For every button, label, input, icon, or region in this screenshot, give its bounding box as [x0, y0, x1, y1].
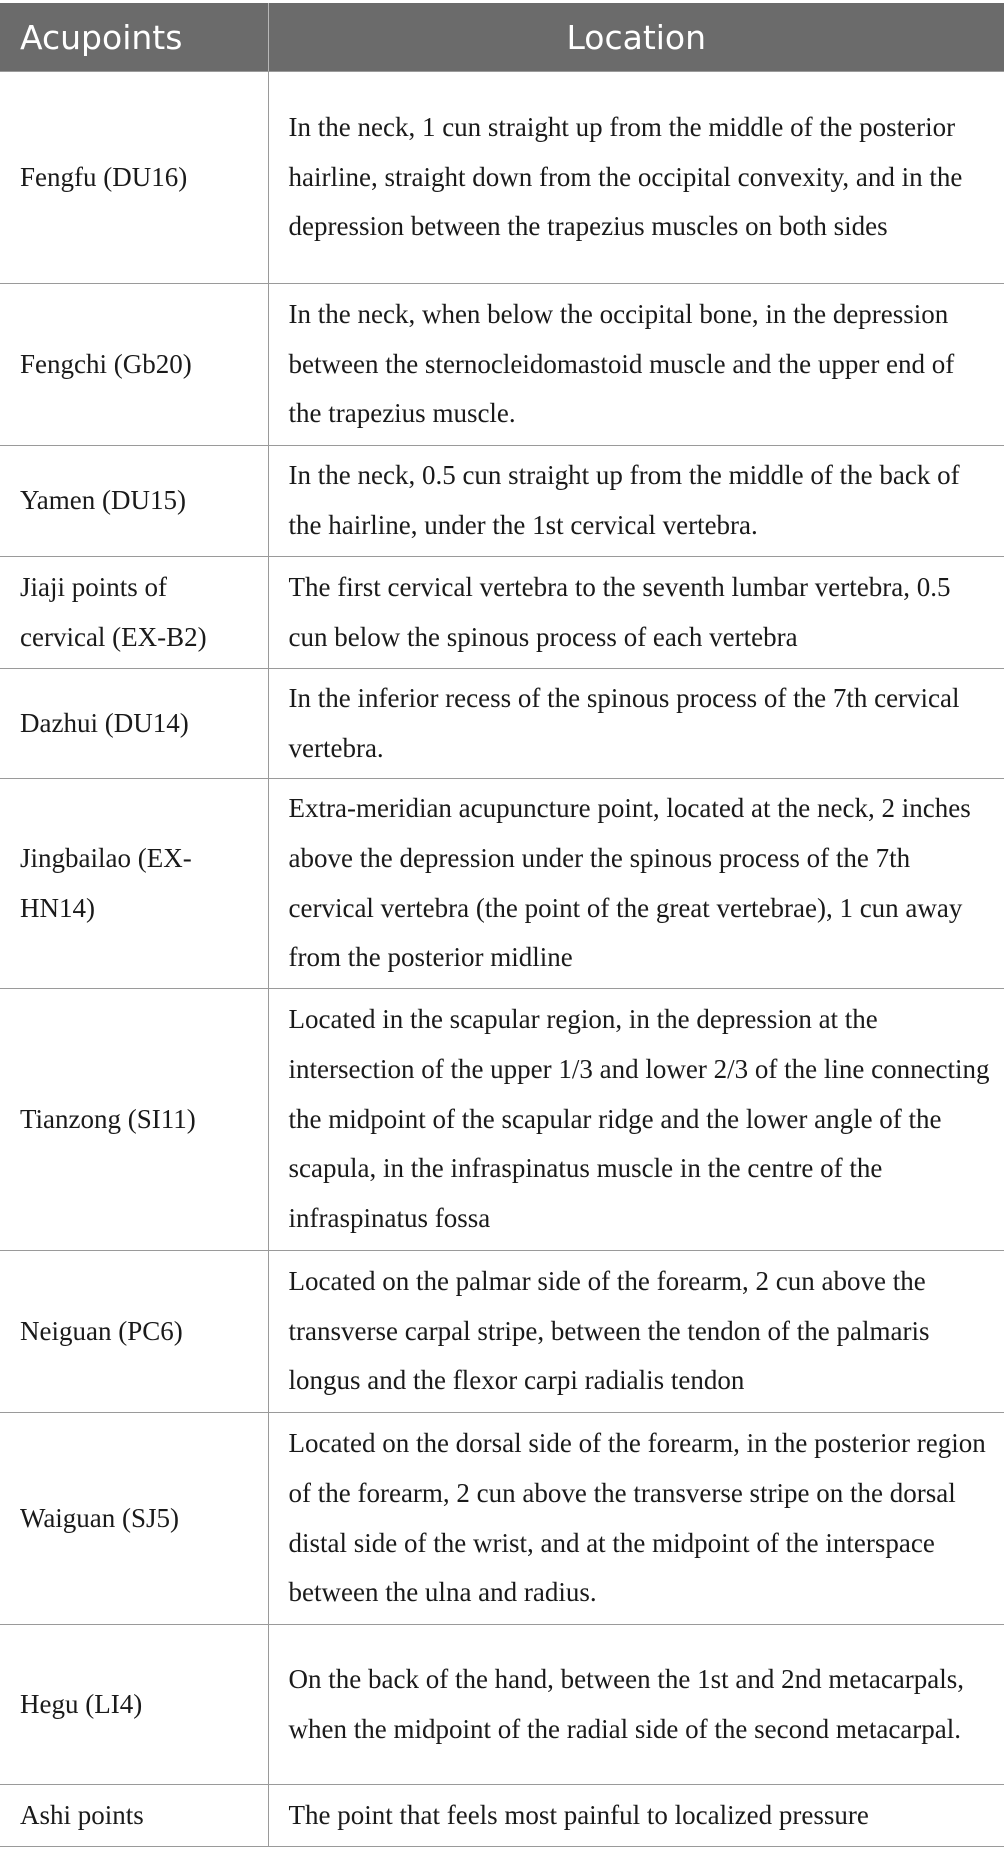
- acupoint-cell: Jingbailao (EX-HN14): [0, 779, 268, 989]
- acupoint-cell: Jiaji points of cervical (EX-B2): [0, 557, 268, 669]
- table-row: [0, 1785, 1004, 1847]
- location-cell: In the inferior recess of the spinous process of the 7th cervical vertebra.: [268, 669, 1004, 779]
- acupoint-cell: Hegu (LI4): [0, 1625, 268, 1785]
- location-cell: In the neck, when below the occipital bone, in the depression between the sternocleidomastoid muscle and the upper end of the trapezius muscle.: [268, 284, 1004, 446]
- table-row: [0, 669, 1004, 779]
- location-cell: The point that feels most painful to localized pressure: [268, 1785, 1004, 1847]
- table-row: [0, 284, 1004, 446]
- acupoint-cell: Fengchi (Gb20): [0, 284, 268, 446]
- location-cell: Extra-meridian acupuncture point, located at the neck, 2 inches above the depression under the spinous process of the 7th cervical vertebra (the point of the great vertebrae), 1 cun away from the posterior midline: [268, 779, 1004, 989]
- acupoint-cell: Waiguan (SJ5): [0, 1413, 268, 1625]
- header-location: Location: [268, 3, 1004, 72]
- location-cell: In the neck, 0.5 cun straight up from the middle of the back of the hairline, under the 1st cervical vertebra.: [268, 446, 1004, 557]
- table-row: [0, 989, 1004, 1251]
- acupoints-table: [0, 3, 1004, 1847]
- table-row: [0, 557, 1004, 669]
- table-row: [0, 779, 1004, 989]
- acupoint-cell: Ashi points: [0, 1785, 268, 1847]
- acupoint-cell: Fengfu (DU16): [0, 72, 268, 284]
- table-row: [0, 1625, 1004, 1785]
- location-cell: Located in the scapular region, in the depression at the intersection of the upper 1/3 and lower 2/3 of the line connecting the midpoint of the scapular ridge and the lower angle of the scapula, in the infraspinatus muscle in the centre of the infraspinatus fossa: [268, 989, 1004, 1251]
- location-cell: Located on the dorsal side of the forearm, in the posterior region of the forearm, 2 cun above the transverse stripe on the dorsal distal side of the wrist, and at the midpoint of the interspace between the ulna and radius.: [268, 1413, 1004, 1625]
- acupoint-cell: Tianzong (SI11): [0, 989, 268, 1251]
- table-row: [0, 1413, 1004, 1625]
- location-cell: On the back of the hand, between the 1st and 2nd metacarpals, when the midpoint of the radial side of the second metacarpal.: [268, 1625, 1004, 1785]
- location-cell: Located on the palmar side of the forearm, 2 cun above the transverse carpal stripe, between the tendon of the palmaris longus and the flexor carpi radialis tendon: [268, 1251, 1004, 1413]
- table-row: [0, 1251, 1004, 1413]
- table-header-row: [0, 3, 1004, 72]
- table-row: [0, 72, 1004, 284]
- table-row: [0, 446, 1004, 557]
- acupoint-cell: Yamen (DU15): [0, 446, 268, 557]
- location-cell: The first cervical vertebra to the seventh lumbar vertebra, 0.5 cun below the spinous process of each vertebra: [268, 557, 1004, 669]
- acupoints-table-container: [0, 3, 1004, 1847]
- header-acupoints: Acupoints: [0, 3, 268, 72]
- location-cell: In the neck, 1 cun straight up from the middle of the posterior hairline, straight down from the occipital convexity, and in the depression between the trapezius muscles on both sides: [268, 72, 1004, 284]
- acupoint-cell: Dazhui (DU14): [0, 669, 268, 779]
- acupoint-cell: Neiguan (PC6): [0, 1251, 268, 1413]
